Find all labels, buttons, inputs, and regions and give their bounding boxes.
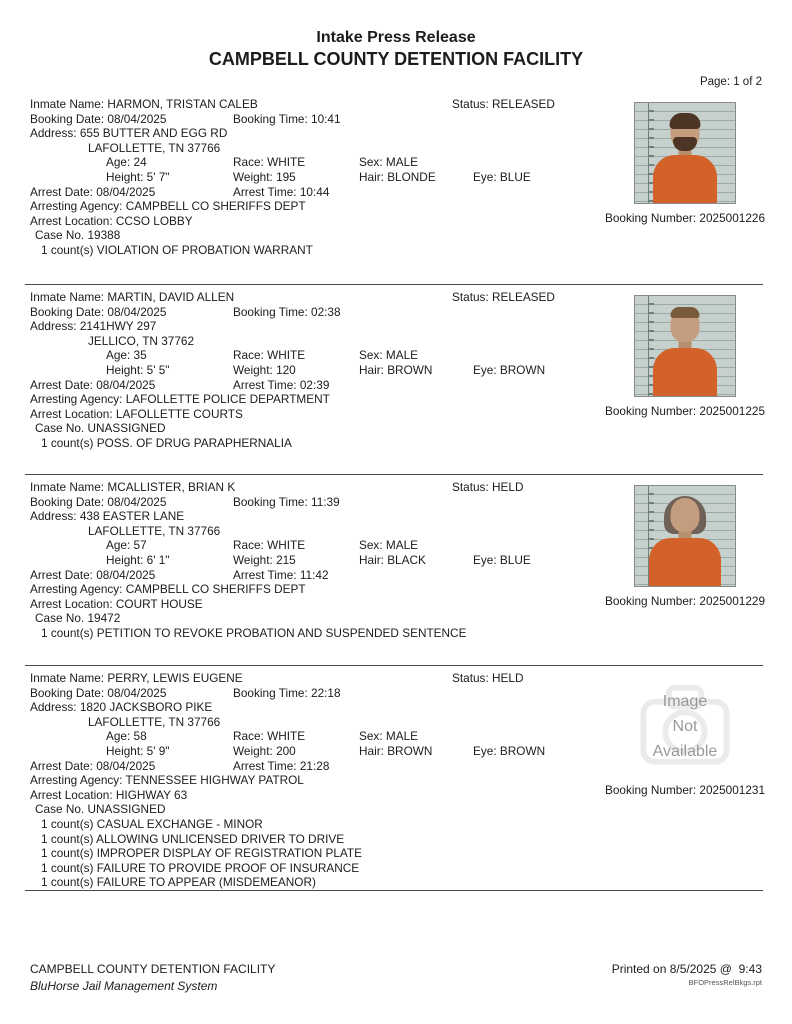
- age-label: Age:: [106, 155, 134, 170]
- case-number-value: 19388: [87, 228, 121, 243]
- charge-value: POSS. OF DRUG PARAPHERNALIA: [96, 435, 292, 450]
- charge-line: [41, 243, 313, 257]
- weight-value: 120: [276, 362, 296, 377]
- arresting-agency-label: Arresting Agency:: [30, 582, 126, 597]
- footer-report-name: BFOPressRelBkgs.rpt: [688, 978, 762, 987]
- age-label: Age:: [106, 348, 134, 363]
- address-line1: [30, 509, 184, 523]
- sex-label: Sex:: [359, 155, 386, 170]
- charge-count-label: 1 count(s): [41, 846, 97, 861]
- eye-label: Eye:: [473, 552, 500, 567]
- photo-column: [600, 485, 770, 608]
- booking-date-value: 08/04/2025: [107, 685, 167, 700]
- arrest-time: [233, 378, 329, 392]
- mugshot-photo: [634, 485, 736, 587]
- weight-value: 215: [276, 552, 296, 567]
- address-label: Address:: [30, 700, 80, 715]
- age-value: 24: [133, 155, 147, 170]
- age: [106, 348, 147, 362]
- charge-value: FAILURE TO APPEAR (MISDEMEANOR): [96, 875, 316, 890]
- hair-value: BROWN: [387, 362, 433, 377]
- inmate-record-3: [0, 475, 792, 666]
- charge-value: IMPROPER DISPLAY OF REGISTRATION PLATE: [96, 846, 362, 861]
- arrest-date-label: Arrest Date:: [30, 377, 97, 392]
- age-label: Age:: [106, 538, 134, 553]
- no-image-text: Available: [652, 742, 718, 760]
- race-value: WHITE: [267, 348, 306, 363]
- inmate-name: [30, 290, 234, 304]
- arrest-location-value: HIGHWAY 63: [115, 787, 188, 802]
- arrest-location: [30, 407, 243, 421]
- booking-number-value: 2025001226: [699, 211, 766, 225]
- race-value: WHITE: [267, 155, 306, 170]
- arresting-agency-label: Arresting Agency:: [30, 392, 126, 407]
- charge-line: [41, 817, 263, 831]
- race: [233, 538, 305, 552]
- arresting-agency-label: Arresting Agency:: [30, 199, 126, 214]
- facility-title: CAMPBELL COUNTY DETENTION FACILITY: [208, 49, 584, 69]
- arrest-location-value: COURT HOUSE: [115, 596, 203, 611]
- booking-time-value: 11:39: [311, 494, 340, 509]
- charge-value: CASUAL EXCHANGE - MINOR: [96, 816, 263, 831]
- sex-label: Sex:: [359, 729, 386, 744]
- arrest-date-value: 08/04/2025: [96, 184, 156, 199]
- case-number-label: Case No.: [35, 228, 88, 243]
- booking-number: [605, 211, 765, 225]
- status-label: Status:: [452, 671, 492, 685]
- age-value: 57: [133, 538, 147, 553]
- booking-date: [30, 305, 166, 319]
- hair-label: Hair:: [359, 169, 388, 184]
- arrest-date-value: 08/04/2025: [96, 758, 156, 773]
- photo-column: [600, 102, 770, 225]
- address-value: 1820 JACKSBORO PIKE: [79, 700, 213, 715]
- hair-label: Hair:: [359, 743, 388, 758]
- arrest-location-value: LAFOLLETTE COURTS: [115, 406, 243, 421]
- sex-value: MALE: [385, 538, 419, 553]
- case-number-value: UNASSIGNED: [87, 421, 166, 436]
- inmate-name-label: Inmate Name:: [30, 480, 108, 494]
- booking-date-label: Booking Date:: [30, 111, 108, 126]
- weight-value: 195: [276, 169, 296, 184]
- footer-facility: CAMPBELL COUNTY DETENTION FACILITY: [30, 962, 276, 976]
- sex: [359, 155, 418, 169]
- arrest-date-value: 08/04/2025: [96, 377, 156, 392]
- address-label: Address:: [30, 509, 80, 524]
- charge-line: [41, 875, 316, 889]
- mugshot-hair: [671, 307, 700, 318]
- hair: [359, 553, 426, 567]
- eye: [473, 553, 531, 567]
- status-value: RELEASED: [492, 97, 555, 111]
- booking-date: [30, 686, 166, 700]
- records-list: [0, 92, 792, 891]
- booking-number-value: 2025001225: [699, 404, 766, 418]
- case-number-value: 19472: [87, 611, 121, 626]
- booking-date-value: 08/04/2025: [107, 111, 167, 126]
- charge-count-label: 1 count(s): [41, 242, 97, 257]
- booking-time-value: 02:38: [311, 304, 341, 319]
- arrest-location-label: Arrest Location:: [30, 787, 116, 802]
- eye-label: Eye:: [473, 743, 500, 758]
- booking-date-label: Booking Date:: [30, 494, 108, 509]
- booking-time-label: Booking Time:: [233, 685, 312, 700]
- charge-value: VIOLATION OF PROBATION WARRANT: [96, 242, 313, 257]
- sex: [359, 729, 418, 743]
- charge-count-label: 1 count(s): [41, 435, 97, 450]
- race: [233, 155, 305, 169]
- eye-label: Eye:: [473, 362, 500, 377]
- charge-line: [41, 861, 359, 875]
- photo-column: [600, 295, 770, 418]
- arrest-date: [30, 759, 155, 773]
- address-line2: LAFOLLETTE, TN 37766: [88, 714, 221, 729]
- arrest-location: [30, 214, 193, 228]
- charge-value: ALLOWING UNLICENSED DRIVER TO DRIVE: [96, 831, 345, 846]
- mugshot-photo: [634, 295, 736, 397]
- inmate-name-label: Inmate Name:: [30, 290, 108, 304]
- eye-value: BROWN: [499, 743, 546, 758]
- booking-time: [233, 495, 340, 509]
- no-image-text: Image: [662, 692, 708, 710]
- arrest-date-label: Arrest Date:: [30, 567, 97, 582]
- booking-number-label: Booking Number:: [604, 404, 700, 418]
- height-label: Height:: [106, 169, 147, 184]
- hair-label: Hair:: [359, 552, 388, 567]
- sex: [359, 348, 418, 362]
- booking-number: [605, 404, 765, 418]
- race-label: Race:: [233, 348, 268, 363]
- weight: [233, 170, 296, 184]
- booking-number: [605, 783, 765, 797]
- inmate-name-label: Inmate Name:: [30, 97, 108, 111]
- booking-date-label: Booking Date:: [30, 685, 108, 700]
- arrest-date: [30, 568, 155, 582]
- eye: [473, 744, 545, 758]
- sex: [359, 538, 418, 552]
- case-number-label: Case No.: [35, 802, 88, 817]
- arrest-time-value: 10:44: [299, 184, 330, 199]
- arresting-agency-label: Arresting Agency:: [30, 773, 126, 788]
- arrest-time: [233, 568, 329, 582]
- photo-column: [600, 676, 770, 797]
- booking-time-label: Booking Time:: [233, 111, 312, 126]
- hair-value: BROWN: [387, 743, 433, 758]
- mugshot-torso: [653, 155, 717, 204]
- arrest-location-label: Arrest Location:: [30, 213, 116, 228]
- hair: [359, 363, 432, 377]
- status-badge: [452, 290, 555, 304]
- charge-count-label: 1 count(s): [41, 625, 97, 640]
- booking-number-label: Booking Number:: [604, 211, 700, 225]
- weight-label: Weight:: [233, 362, 277, 377]
- booking-number-label: Booking Number:: [604, 783, 700, 797]
- case-number: [35, 802, 165, 816]
- charge-value: FAILURE TO PROVIDE PROOF OF INSURANCE: [96, 860, 360, 875]
- charge-line: [41, 436, 292, 450]
- address-line1: [30, 126, 227, 140]
- page-number: Page: 1 of 2: [699, 76, 762, 88]
- arrest-date-value: 08/04/2025: [96, 567, 156, 582]
- status-label: Status:: [452, 290, 492, 304]
- arrest-location: [30, 788, 187, 802]
- arresting-agency-value: CAMPBELL CO SHERIFFS DEPT: [125, 199, 306, 214]
- status-label: Status:: [452, 480, 492, 494]
- hair-value: BLACK: [387, 552, 426, 567]
- hair-value: BLONDE: [387, 169, 436, 184]
- age: [106, 155, 147, 169]
- footer-printed: Printed on 8/5/2025 @ 9:43: [611, 962, 762, 976]
- sex-label: Sex:: [359, 538, 386, 553]
- race-value: WHITE: [267, 729, 306, 744]
- inmate-name-value: HARMON, TRISTAN CALEB: [107, 97, 258, 111]
- race: [233, 348, 305, 362]
- age: [106, 538, 147, 552]
- status-label: Status:: [452, 97, 492, 111]
- inmate-name-value: MARTIN, DAVID ALLEN: [107, 290, 235, 304]
- booking-time: [233, 686, 341, 700]
- height: [106, 170, 170, 184]
- arresting-agency: [30, 582, 306, 596]
- arrest-time-label: Arrest Time:: [233, 567, 300, 582]
- eye: [473, 363, 545, 377]
- arrest-date-label: Arrest Date:: [30, 758, 97, 773]
- arrest-time-value: 11:42: [299, 567, 329, 582]
- eye-value: BLUE: [499, 552, 531, 567]
- status-badge: [452, 480, 523, 494]
- address-line2: JELLICO, TN 37762: [88, 333, 195, 348]
- case-number-value: UNASSIGNED: [87, 802, 166, 817]
- inmate-name: [30, 480, 235, 494]
- inmate-name-value: MCALLISTER, BRIAN K: [107, 480, 236, 494]
- height: [106, 553, 170, 567]
- arresting-agency: [30, 392, 330, 406]
- case-number: [35, 421, 165, 435]
- sex-value: MALE: [385, 348, 419, 363]
- address-line2: LAFOLLETTE, TN 37766: [88, 140, 221, 155]
- sex-value: MALE: [385, 729, 419, 744]
- race-value: WHITE: [267, 538, 306, 553]
- inmate-name: [30, 97, 258, 111]
- mugshot-head: [671, 498, 700, 532]
- charge-value: PETITION TO REVOKE PROBATION AND SUSPENDED SENTENCE: [96, 625, 467, 640]
- inmate-record-4: [0, 666, 792, 891]
- booking-time-label: Booking Time:: [233, 494, 312, 509]
- height-label: Height:: [106, 743, 147, 758]
- height-value: 5' 9": [146, 743, 170, 758]
- arresting-agency: [30, 773, 304, 787]
- arrest-location-value: CCSO LOBBY: [115, 213, 193, 228]
- race: [233, 729, 305, 743]
- arrest-time: [233, 185, 329, 199]
- race-label: Race:: [233, 155, 268, 170]
- arresting-agency: [30, 199, 306, 213]
- address-label: Address:: [30, 126, 80, 141]
- arrest-time-label: Arrest Time:: [233, 377, 300, 392]
- arrest-date-label: Arrest Date:: [30, 184, 97, 199]
- age-value: 35: [133, 348, 147, 363]
- header: [0, 0, 792, 88]
- arrest-location-label: Arrest Location:: [30, 596, 116, 611]
- booking-date-label: Booking Date:: [30, 304, 108, 319]
- booking-time-label: Booking Time:: [233, 304, 312, 319]
- arresting-agency-value: TENNESSEE HIGHWAY PATROL: [125, 773, 304, 788]
- charge-line: [41, 626, 466, 640]
- weight-label: Weight:: [233, 552, 277, 567]
- weight-value: 200: [276, 743, 296, 758]
- status-badge: [452, 97, 555, 111]
- booking-date: [30, 495, 166, 509]
- inmate-record-1: [0, 92, 792, 285]
- booking-time: [233, 112, 341, 126]
- charge-line: [41, 846, 362, 860]
- arrest-location-label: Arrest Location:: [30, 406, 116, 421]
- height-label: Height:: [106, 362, 147, 377]
- document-title: Intake Press Release: [316, 29, 476, 46]
- eye-label: Eye:: [473, 169, 500, 184]
- charge-count-label: 1 count(s): [41, 875, 97, 890]
- inmate-name: [30, 671, 243, 685]
- status-value: HELD: [492, 671, 524, 685]
- eye: [473, 170, 531, 184]
- arrest-location: [30, 597, 203, 611]
- arresting-agency-value: CAMPBELL CO SHERIFFS DEPT: [125, 582, 306, 597]
- mugshot-hair: [670, 113, 701, 129]
- footer-right: [612, 962, 762, 987]
- mugshot-photo: [634, 102, 736, 204]
- eye-value: BROWN: [499, 362, 546, 377]
- status-value: RELEASED: [492, 290, 555, 304]
- arrest-time-value: 21:28: [299, 758, 330, 773]
- address-line2: LAFOLLETTE, TN 37766: [88, 523, 221, 538]
- status-badge: [452, 671, 523, 685]
- age-value: 58: [133, 729, 147, 744]
- height-label: Height:: [106, 552, 147, 567]
- hair: [359, 170, 436, 184]
- arrest-date: [30, 378, 155, 392]
- sex-label: Sex:: [359, 348, 386, 363]
- booking-number: [605, 594, 765, 608]
- weight: [233, 363, 296, 377]
- arrest-time-label: Arrest Time:: [233, 184, 300, 199]
- charge-line: [41, 832, 344, 846]
- inmate-name-value: PERRY, LEWIS EUGENE: [107, 671, 243, 685]
- hair: [359, 744, 432, 758]
- case-number-label: Case No.: [35, 421, 88, 436]
- booking-date: [30, 112, 166, 126]
- eye-value: BLUE: [499, 169, 531, 184]
- sex-value: MALE: [385, 155, 419, 170]
- no-image-placeholder: [610, 676, 760, 776]
- height-value: 5' 5": [146, 362, 170, 377]
- booking-time-value: 22:18: [311, 685, 341, 700]
- address-value: 655 BUTTER AND EGG RD: [79, 126, 228, 141]
- height-value: 5' 7": [146, 169, 170, 184]
- footer-left: [30, 962, 275, 993]
- no-image-text: Not: [672, 717, 698, 735]
- height: [106, 363, 170, 377]
- arrest-time-value: 02:39: [299, 377, 330, 392]
- mugshot-torso: [649, 538, 721, 587]
- case-number: [35, 228, 120, 242]
- age: [106, 729, 147, 743]
- mugshot-torso: [653, 348, 717, 397]
- inmate-record-2: [0, 285, 792, 475]
- arrest-date: [30, 185, 155, 199]
- status-value: HELD: [492, 480, 524, 494]
- address-value: 2141HWY 297: [79, 319, 157, 334]
- age-label: Age:: [106, 729, 134, 744]
- mugshot-beard: [673, 137, 697, 151]
- booking-date-value: 08/04/2025: [107, 304, 167, 319]
- weight-label: Weight:: [233, 743, 277, 758]
- weight: [233, 553, 296, 567]
- height: [106, 744, 170, 758]
- charge-count-label: 1 count(s): [41, 860, 97, 875]
- booking-time: [233, 305, 341, 319]
- case-number-label: Case No.: [35, 611, 88, 626]
- arrest-time-label: Arrest Time:: [233, 758, 300, 773]
- booking-number-value: 2025001229: [699, 594, 766, 608]
- height-value: 6' 1": [146, 552, 170, 567]
- address-label: Address:: [30, 319, 80, 334]
- weight-label: Weight:: [233, 169, 277, 184]
- footer-system: BluHorse Jail Management System: [30, 979, 218, 993]
- address-line1: [30, 700, 212, 714]
- address-line1: [30, 319, 156, 333]
- address-value: 438 EASTER LANE: [79, 509, 185, 524]
- race-label: Race:: [233, 729, 268, 744]
- footer: [30, 962, 762, 993]
- inmate-name-label: Inmate Name:: [30, 671, 108, 685]
- booking-time-value: 10:41: [311, 111, 341, 126]
- weight: [233, 744, 296, 758]
- hair-label: Hair:: [359, 362, 388, 377]
- arrest-time: [233, 759, 329, 773]
- booking-number-label: Booking Number:: [604, 594, 700, 608]
- arresting-agency-value: LAFOLLETTE POLICE DEPARTMENT: [125, 392, 330, 407]
- booking-number-value: 2025001231: [699, 783, 766, 797]
- case-number: [35, 611, 120, 625]
- charge-count-label: 1 count(s): [41, 816, 97, 831]
- booking-date-value: 08/04/2025: [107, 494, 167, 509]
- race-label: Race:: [233, 538, 268, 553]
- charge-count-label: 1 count(s): [41, 831, 97, 846]
